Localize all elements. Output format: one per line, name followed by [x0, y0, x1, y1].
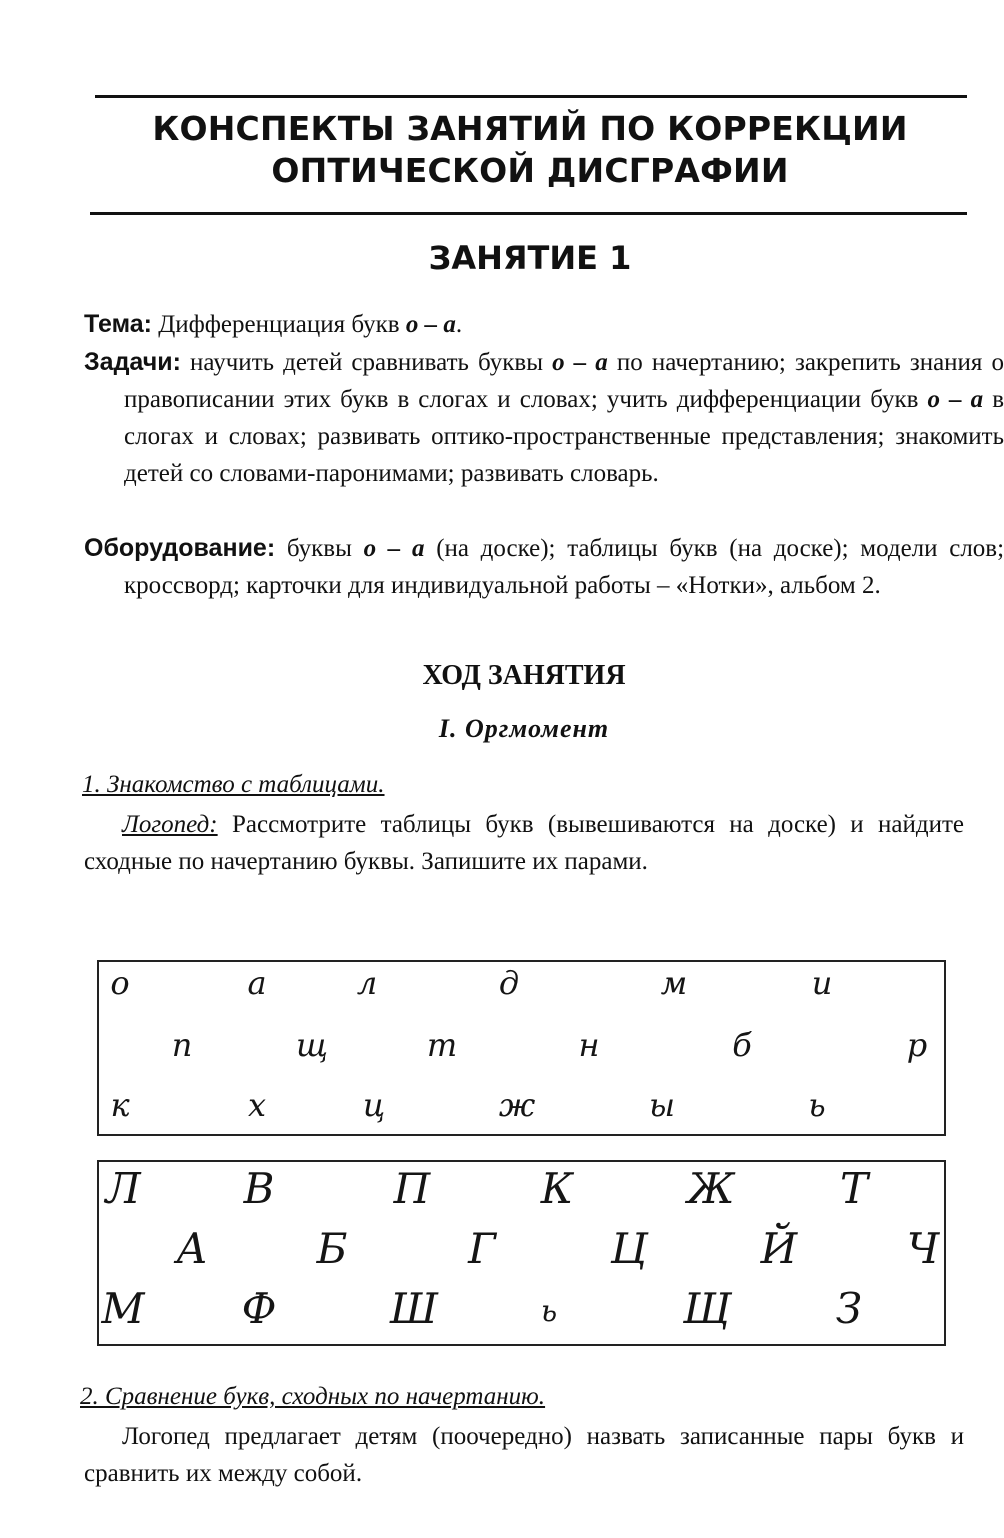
letter-cell: ь: [808, 1086, 826, 1124]
letter-cell: А: [176, 1224, 208, 1273]
equipment-label: Оборудование:: [84, 534, 276, 562]
tasks-text-3: в слогах и словах; развивать оптико-пространственные представления; знакомить детей со словами-паронимами; развивать словарь.: [124, 386, 1004, 487]
tasks-letters-2: о – а: [927, 386, 984, 413]
step1-title: [82, 766, 962, 803]
topic-end: .: [455, 311, 463, 338]
letter-cell: П: [393, 1164, 431, 1213]
equipment-letters: о – а: [363, 535, 425, 562]
equipment-text-1: буквы: [286, 535, 352, 562]
top-rule: [95, 95, 967, 98]
title-bottom-rule: [90, 212, 967, 215]
step2-title: [80, 1378, 960, 1415]
letter-cell: к: [110, 1086, 130, 1124]
letter-cell: ж: [498, 1086, 536, 1124]
letter-cell: ц: [362, 1086, 386, 1124]
uppercase-letters-table: [97, 1160, 946, 1346]
letter-cell: Б: [316, 1224, 348, 1273]
letter-cell: ы: [648, 1086, 676, 1124]
lesson-heading: ЗАНЯТИЕ 1: [428, 239, 632, 277]
letter-cell: д: [498, 964, 520, 1002]
letter-cell: Т: [839, 1164, 869, 1213]
title-line-1: КОНСПЕКТЫ ЗАНЯТИЙ ПО КОРРЕКЦИИ: [152, 109, 908, 148]
letter-cell: М: [101, 1284, 145, 1333]
section-orgmoment: [84, 714, 964, 744]
step2-text: Логопед предлагает детям (поочередно) назвать записанные пары букв и сравнить их между собой.: [84, 1423, 964, 1487]
step1-title-text: 1. Знакомство с таблицами.: [82, 771, 385, 798]
letter-cell: п: [171, 1026, 193, 1064]
topic-paragraph: [84, 306, 1004, 343]
lowercase-letters-table: [97, 960, 946, 1136]
topic-label: Тема:: [84, 310, 152, 338]
equipment-paragraph: [84, 530, 1004, 604]
letter-cell: З: [835, 1284, 863, 1333]
letter-cell: м: [660, 964, 688, 1002]
step1-text: Рассмотрите таблицы букв (вывешиваются на доске) и найдите сходные по начертанию буквы. Запишите их парами.: [84, 811, 964, 875]
topic-letters: о – а: [405, 311, 456, 338]
letter-cell: Л: [105, 1164, 141, 1213]
letter-cell: ь: [540, 1294, 558, 1329]
course-heading: ХОД ЗАНЯТИЯ: [422, 660, 626, 691]
letter-cell: В: [243, 1164, 275, 1213]
letter-cell: Ч: [906, 1224, 940, 1273]
letter-cell: н: [578, 1026, 600, 1064]
letter-cell: К: [540, 1164, 574, 1213]
letter-cell: о: [110, 964, 130, 1002]
tasks-letters-1: о – а: [552, 349, 608, 376]
step2-title-text: 2. Сравнение букв, сходных по начертанию.: [80, 1383, 546, 1410]
letter-cell: Ц: [610, 1224, 648, 1273]
letter-cell: Й: [760, 1224, 798, 1273]
topic-text: Дифференциация букв: [158, 311, 400, 338]
letter-cell: Г: [468, 1224, 496, 1273]
tasks-paragraph: [84, 344, 1004, 492]
letter-cell: б: [732, 1026, 752, 1064]
letter-cell: р: [906, 1026, 928, 1064]
page-title: [95, 108, 965, 192]
letter-cell: и: [811, 964, 833, 1002]
letter-cell: Ш: [390, 1284, 438, 1333]
letter-cell: а: [247, 964, 267, 1002]
letter-cell: х: [247, 1086, 267, 1124]
section-orgmoment-text: I. Оргмомент: [438, 714, 610, 743]
letter-cell: л: [356, 964, 378, 1002]
letter-cell: щ: [295, 1026, 329, 1064]
step2-paragraph: [84, 1418, 964, 1492]
speaker-label: Логопед:: [122, 811, 218, 838]
letter-cell: Щ: [683, 1284, 731, 1333]
equipment-text-2: (на доске); таблицы букв (на доске); модели слов; кроссворд; карточки для индивидуальной работы – «Нотки», альбом 2.: [124, 535, 1004, 599]
letter-cell: Ф: [241, 1284, 277, 1333]
title-line-2: ОПТИЧЕСКОЙ ДИСГРАФИИ: [271, 151, 789, 190]
tasks-text-1: научить детей сравнивать буквы: [190, 349, 544, 376]
tasks-label: Задачи:: [84, 348, 181, 376]
step1-paragraph: [84, 806, 964, 880]
letter-cell: т: [426, 1026, 458, 1064]
letter-cell: Ж: [687, 1164, 735, 1213]
tasks-text-2: по начертанию; закрепить знания о правописании этих букв в слогах и словах; учить дифференциации букв: [124, 349, 1004, 413]
